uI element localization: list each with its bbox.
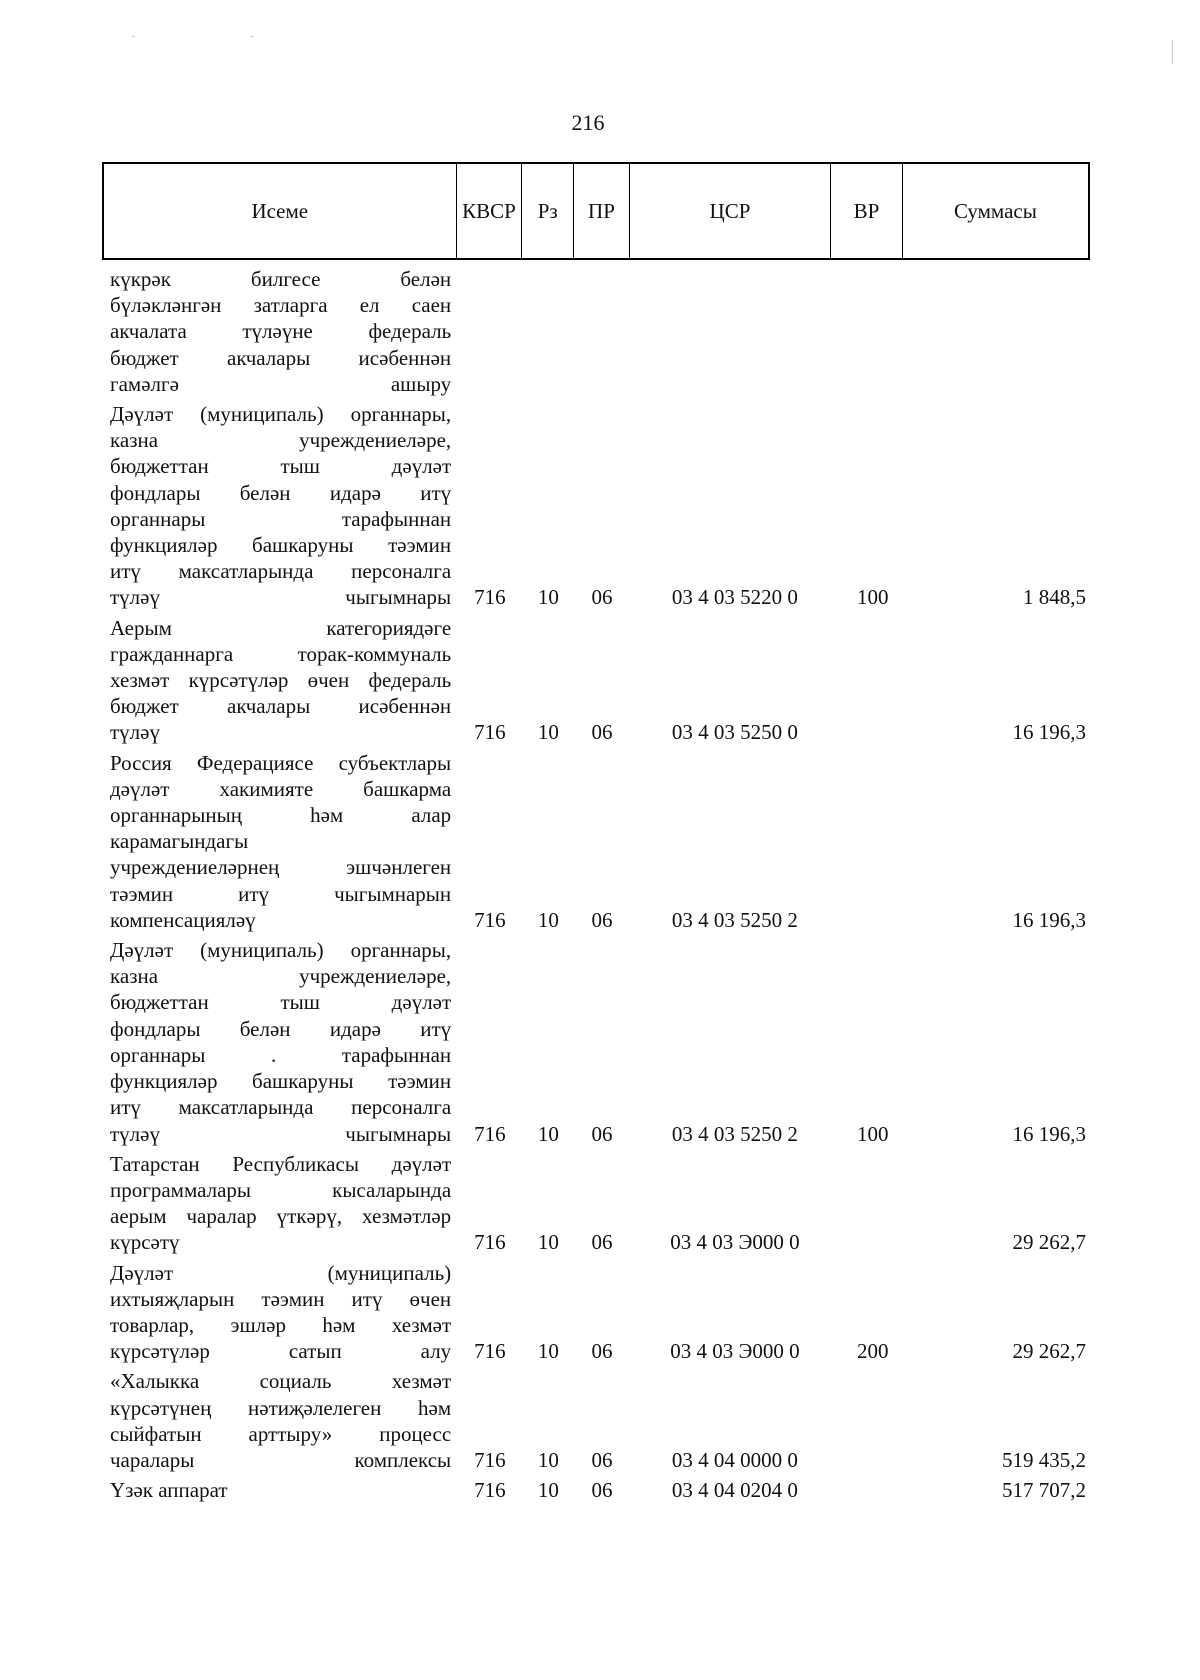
page-number: 216 <box>571 110 605 135</box>
row-pr: 06 <box>591 1121 613 1146</box>
table-row <box>102 1260 1090 1365</box>
column-header-kvsr: КВСР <box>457 164 523 258</box>
table-row <box>102 1151 1090 1256</box>
scan-speck <box>1172 40 1173 64</box>
scan-speck <box>250 36 254 37</box>
row-pr: 06 <box>591 1447 613 1472</box>
row-vr: 200 <box>857 1339 889 1364</box>
row-csr: 03 4 04 0204 0 <box>671 1478 798 1503</box>
column-header-name: Исеме <box>104 164 457 258</box>
column-header-csr: ЦСР <box>630 164 831 258</box>
row-rz: 10 <box>537 585 559 610</box>
row-name: Дәүләт (муниципаль) органнары, казна учреждениеләре, бюджеттан тыш дәүләт фондлары белән идарә итү органнары . тарафыннан функцияләр башкаруны тәэмин итү максатларында персоналга түләү чыгымнары <box>110 938 452 1146</box>
row-sum: 517 707,2 <box>1002 1478 1086 1503</box>
row-kvsr: 716 <box>474 1447 506 1472</box>
row-sum: 16 196,3 <box>1012 1121 1086 1146</box>
table-row <box>102 937 1090 1147</box>
table-header <box>102 162 1090 260</box>
row-pr: 06 <box>591 585 613 610</box>
row-name: Дәүләт (муниципаль) ихтыяҗларын тәэмин итү өчен товарлар, эшләр һәм хезмәт күрсәтүләр сатып алу <box>110 1260 452 1364</box>
row-sum: 29 262,7 <box>1012 1230 1086 1255</box>
table-row <box>102 1368 1090 1473</box>
row-kvsr: 716 <box>474 1121 506 1146</box>
row-sum: 519 435,2 <box>1002 1447 1086 1472</box>
row-kvsr: 716 <box>474 907 506 932</box>
row-rz: 10 <box>537 720 559 745</box>
row-sum: 16 196,3 <box>1012 720 1086 745</box>
row-name: Үзәк аппарат <box>110 1478 228 1503</box>
row-rz: 10 <box>537 1447 559 1472</box>
row-sum: 1 848,5 <box>1023 585 1086 610</box>
table-row <box>102 750 1090 933</box>
row-vr: 100 <box>857 1121 889 1146</box>
row-csr: 03 4 03 5250 0 <box>671 720 798 745</box>
row-rz: 10 <box>537 1230 559 1255</box>
row-csr: 03 4 03 5220 0 <box>671 585 798 610</box>
row-rz: 10 <box>537 1478 559 1503</box>
scan-speck <box>132 36 135 37</box>
row-vr: 100 <box>857 585 889 610</box>
row-pr: 06 <box>591 907 613 932</box>
row-csr: 03 4 04 0000 0 <box>671 1447 798 1472</box>
row-pr: 06 <box>591 1478 613 1503</box>
column-header-sum: Суммасы <box>953 198 1037 223</box>
row-kvsr: 716 <box>474 720 506 745</box>
row-pr: 06 <box>591 1339 613 1364</box>
row-kvsr: 716 <box>474 1339 506 1364</box>
table-row <box>102 266 1090 397</box>
row-csr: 03 4 03 5250 2 <box>671 907 798 932</box>
row-name: күкрәк билгесе белән бүләкләнгән затларга ел саен акчалата түләүне федераль бюджет акчалары исәбеннән гамәлгә ашыру <box>110 267 452 396</box>
row-sum: 29 262,7 <box>1012 1339 1086 1364</box>
row-pr: 06 <box>591 720 613 745</box>
row-name: Аерым категориядәге гражданнарга торак-коммуналь хезмәт күрсәтүләр өчен федераль бюджет акчалары исәбеннән түләү <box>110 615 452 745</box>
row-pr: 06 <box>591 1230 613 1255</box>
row-sum: 16 196,3 <box>1012 907 1086 932</box>
row-name: «Халыкка социаль хезмәт күрсәтүнең нәтиҗәлелеген һәм сыйфатын арттыру» процесс чаралары комплексы <box>110 1369 452 1472</box>
column-header-rz: Рз <box>522 164 574 258</box>
row-csr: 03 4 03 5250 2 <box>671 1121 798 1146</box>
row-rz: 10 <box>537 907 559 932</box>
row-rz: 10 <box>537 1121 559 1146</box>
row-kvsr: 716 <box>474 585 506 610</box>
row-name: Россия Федерациясе субъектлары дәүләт хакимияте башкарма органнарының һәм алар карамагындагы учреждениеләрнең эшчәнлеген тәэмин итү чыгымнарын компенсацияләү <box>110 750 452 932</box>
table-row <box>102 1477 1090 1503</box>
column-header-pr: ПР <box>574 164 630 258</box>
row-csr: 03 4 03 Э000 0 <box>670 1230 800 1255</box>
row-name: Дәүләт (муниципаль) органнары, казна учреждениеләре, бюджеттан тыш дәүләт фондлары белән идарә итү органнары тарафыннан функцияләр башкаруны тәэмин итү максатларында персоналга түләү чыгымнары <box>110 402 452 610</box>
row-name: Татарстан Республикасы дәүләт программалары кысаларында аерым чаралар үткәрү, хезмәтләр күрсәтү <box>110 1151 452 1255</box>
budget-table-body <box>102 266 1090 1507</box>
table-row <box>102 401 1090 611</box>
column-header-vr: ВР <box>831 164 903 258</box>
row-kvsr: 716 <box>474 1230 506 1255</box>
row-kvsr: 716 <box>474 1478 506 1503</box>
table-row <box>102 615 1090 746</box>
row-csr: 03 4 03 Э000 0 <box>670 1339 800 1364</box>
row-rz: 10 <box>537 1339 559 1364</box>
